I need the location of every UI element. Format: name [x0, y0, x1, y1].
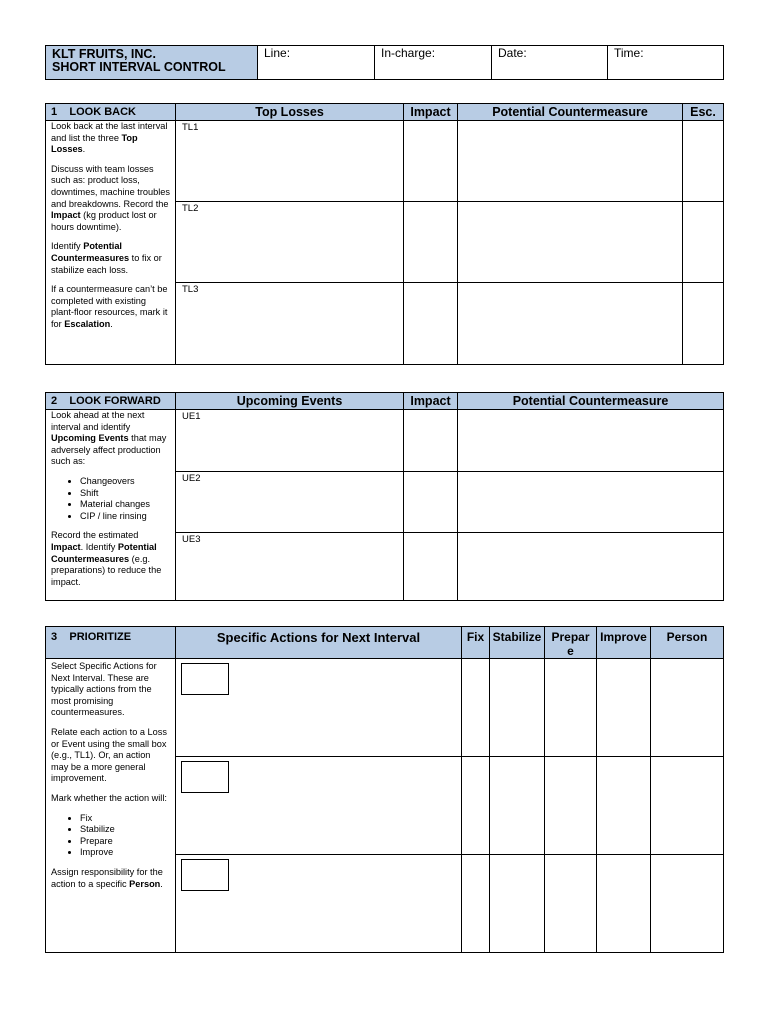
line-field[interactable] [258, 46, 375, 80]
countermeasure-cell[interactable] [458, 533, 724, 601]
section-number: 1 [51, 106, 58, 118]
look-forward-instructions: Look ahead at the next interval and identify Upcoming Events that may adversely affect production such as: • Changeovers • Shift • Material changes • CIP / line rinsing Record the estimated Impact. Identify Potential Countermeasures (e.g. preparations) to reduce the impact. [46, 410, 176, 601]
person-cell[interactable] [651, 855, 724, 953]
list-item: • Improve [80, 847, 170, 859]
list-item: • Material changes [80, 499, 170, 511]
time-field[interactable] [608, 46, 724, 80]
col-improve: Improve [597, 627, 651, 659]
impact-cell[interactable] [404, 283, 458, 365]
person-cell[interactable] [651, 757, 724, 855]
relation-box[interactable] [181, 859, 229, 891]
escalation-cell[interactable] [683, 202, 724, 283]
escalation-cell[interactable] [683, 121, 724, 202]
loss-row-tl1[interactable]: TL1 [176, 121, 404, 202]
loss-row-tl3[interactable]: TL3 [176, 283, 404, 365]
col-countermeasure: Potential Countermeasure [458, 393, 724, 410]
improve-cell[interactable] [597, 659, 651, 757]
person-cell[interactable] [651, 659, 724, 757]
improve-cell[interactable] [597, 855, 651, 953]
form-title: SHORT INTERVAL CONTROL [52, 60, 226, 74]
time-label: Time: [614, 46, 644, 60]
escalation-cell[interactable] [683, 283, 724, 365]
incharge-field[interactable] [375, 46, 492, 80]
action-cell[interactable] [176, 757, 462, 855]
prioritize-instructions: Select Specific Actions for Next Interval. These are typically actions from the most promising countermeasures. Relate each action to a Loss or Event using the small box (e.g., TL1). Or, an action may be a more general improvement. Mark whether the action will: • Fix • Stabilize • Prepare • Improve Assign responsibility for the action to a specific Person. [46, 659, 176, 953]
impact-cell[interactable] [404, 533, 458, 601]
section-name: PRIORITIZE [69, 631, 132, 643]
event-row-ue1[interactable]: UE1 [176, 410, 404, 472]
event-examples-list [51, 476, 170, 522]
list-item: • Changeovers [80, 476, 170, 488]
list-item: • Prepare [80, 836, 170, 848]
col-impact: Impact [404, 104, 458, 121]
action-cell[interactable] [176, 659, 462, 757]
fix-cell[interactable] [462, 757, 490, 855]
loss-row-tl2[interactable]: TL2 [176, 202, 404, 283]
prepare-cell[interactable] [545, 757, 597, 855]
improve-cell[interactable] [597, 757, 651, 855]
prepare-cell[interactable] [545, 855, 597, 953]
col-top-losses: Top Losses [176, 104, 404, 121]
incharge-label: In-charge: [381, 46, 436, 60]
countermeasure-cell[interactable] [458, 472, 724, 533]
list-item: • Fix [80, 813, 170, 825]
stabilize-cell[interactable] [490, 855, 545, 953]
col-fix: Fix [462, 627, 490, 659]
col-escalation: Esc. [683, 104, 724, 121]
event-row-ue2[interactable]: UE2 [176, 472, 404, 533]
form-title-cell [46, 46, 258, 80]
prioritize-section [45, 626, 724, 953]
fix-cell[interactable] [462, 855, 490, 953]
col-countermeasure: Potential Countermeasure [458, 104, 683, 121]
col-prepare: Prepar e [545, 627, 597, 659]
look-forward-section [45, 392, 724, 601]
event-row-ue3[interactable]: UE3 [176, 533, 404, 601]
line-label: Line: [264, 46, 291, 60]
look-back-instructions: Look back at the last interval and list the three Top Losses. Discuss with team losses such as: product loss, downtimes, machine troubles and breakdowns. Record the Impact (kg product lost or hours downtime). Identify Potential Countermeasures to fix or stabilize each loss. If a countermeasure can’t be completed with existing plant-floor resources, mark it for Escalation. [46, 121, 176, 365]
prepare-cell[interactable] [545, 659, 597, 757]
col-upcoming-events: Upcoming Events [176, 393, 404, 410]
section-title [46, 627, 176, 659]
fix-cell[interactable] [462, 659, 490, 757]
col-specific-actions: Specific Actions for Next Interval [176, 627, 462, 659]
impact-cell[interactable] [404, 121, 458, 202]
list-item: • CIP / line rinsing [80, 511, 170, 523]
section-name: LOOK BACK [69, 106, 136, 118]
countermeasure-cell[interactable] [458, 202, 683, 283]
section-number: 2 [51, 395, 58, 407]
date-label: Date: [498, 46, 527, 60]
list-item: • Shift [80, 488, 170, 500]
col-impact: Impact [404, 393, 458, 410]
countermeasure-cell[interactable] [458, 283, 683, 365]
section-title [46, 393, 176, 410]
section-number: 3 [51, 631, 58, 643]
impact-cell[interactable] [404, 472, 458, 533]
form-header [45, 45, 724, 80]
date-field[interactable] [492, 46, 608, 80]
company-name: KLT FRUITS, INC. [52, 47, 156, 61]
col-person: Person [651, 627, 724, 659]
impact-cell[interactable] [404, 410, 458, 472]
action-types-list [51, 813, 170, 859]
stabilize-cell[interactable] [490, 659, 545, 757]
section-name: LOOK FORWARD [69, 395, 161, 407]
countermeasure-cell[interactable] [458, 121, 683, 202]
action-cell[interactable] [176, 855, 462, 953]
stabilize-cell[interactable] [490, 757, 545, 855]
col-stabilize: Stabilize [490, 627, 545, 659]
countermeasure-cell[interactable] [458, 410, 724, 472]
relation-box[interactable] [181, 663, 229, 695]
list-item: • Stabilize [80, 824, 170, 836]
impact-cell[interactable] [404, 202, 458, 283]
section-title [46, 104, 176, 121]
look-back-section [45, 103, 724, 365]
relation-box[interactable] [181, 761, 229, 793]
